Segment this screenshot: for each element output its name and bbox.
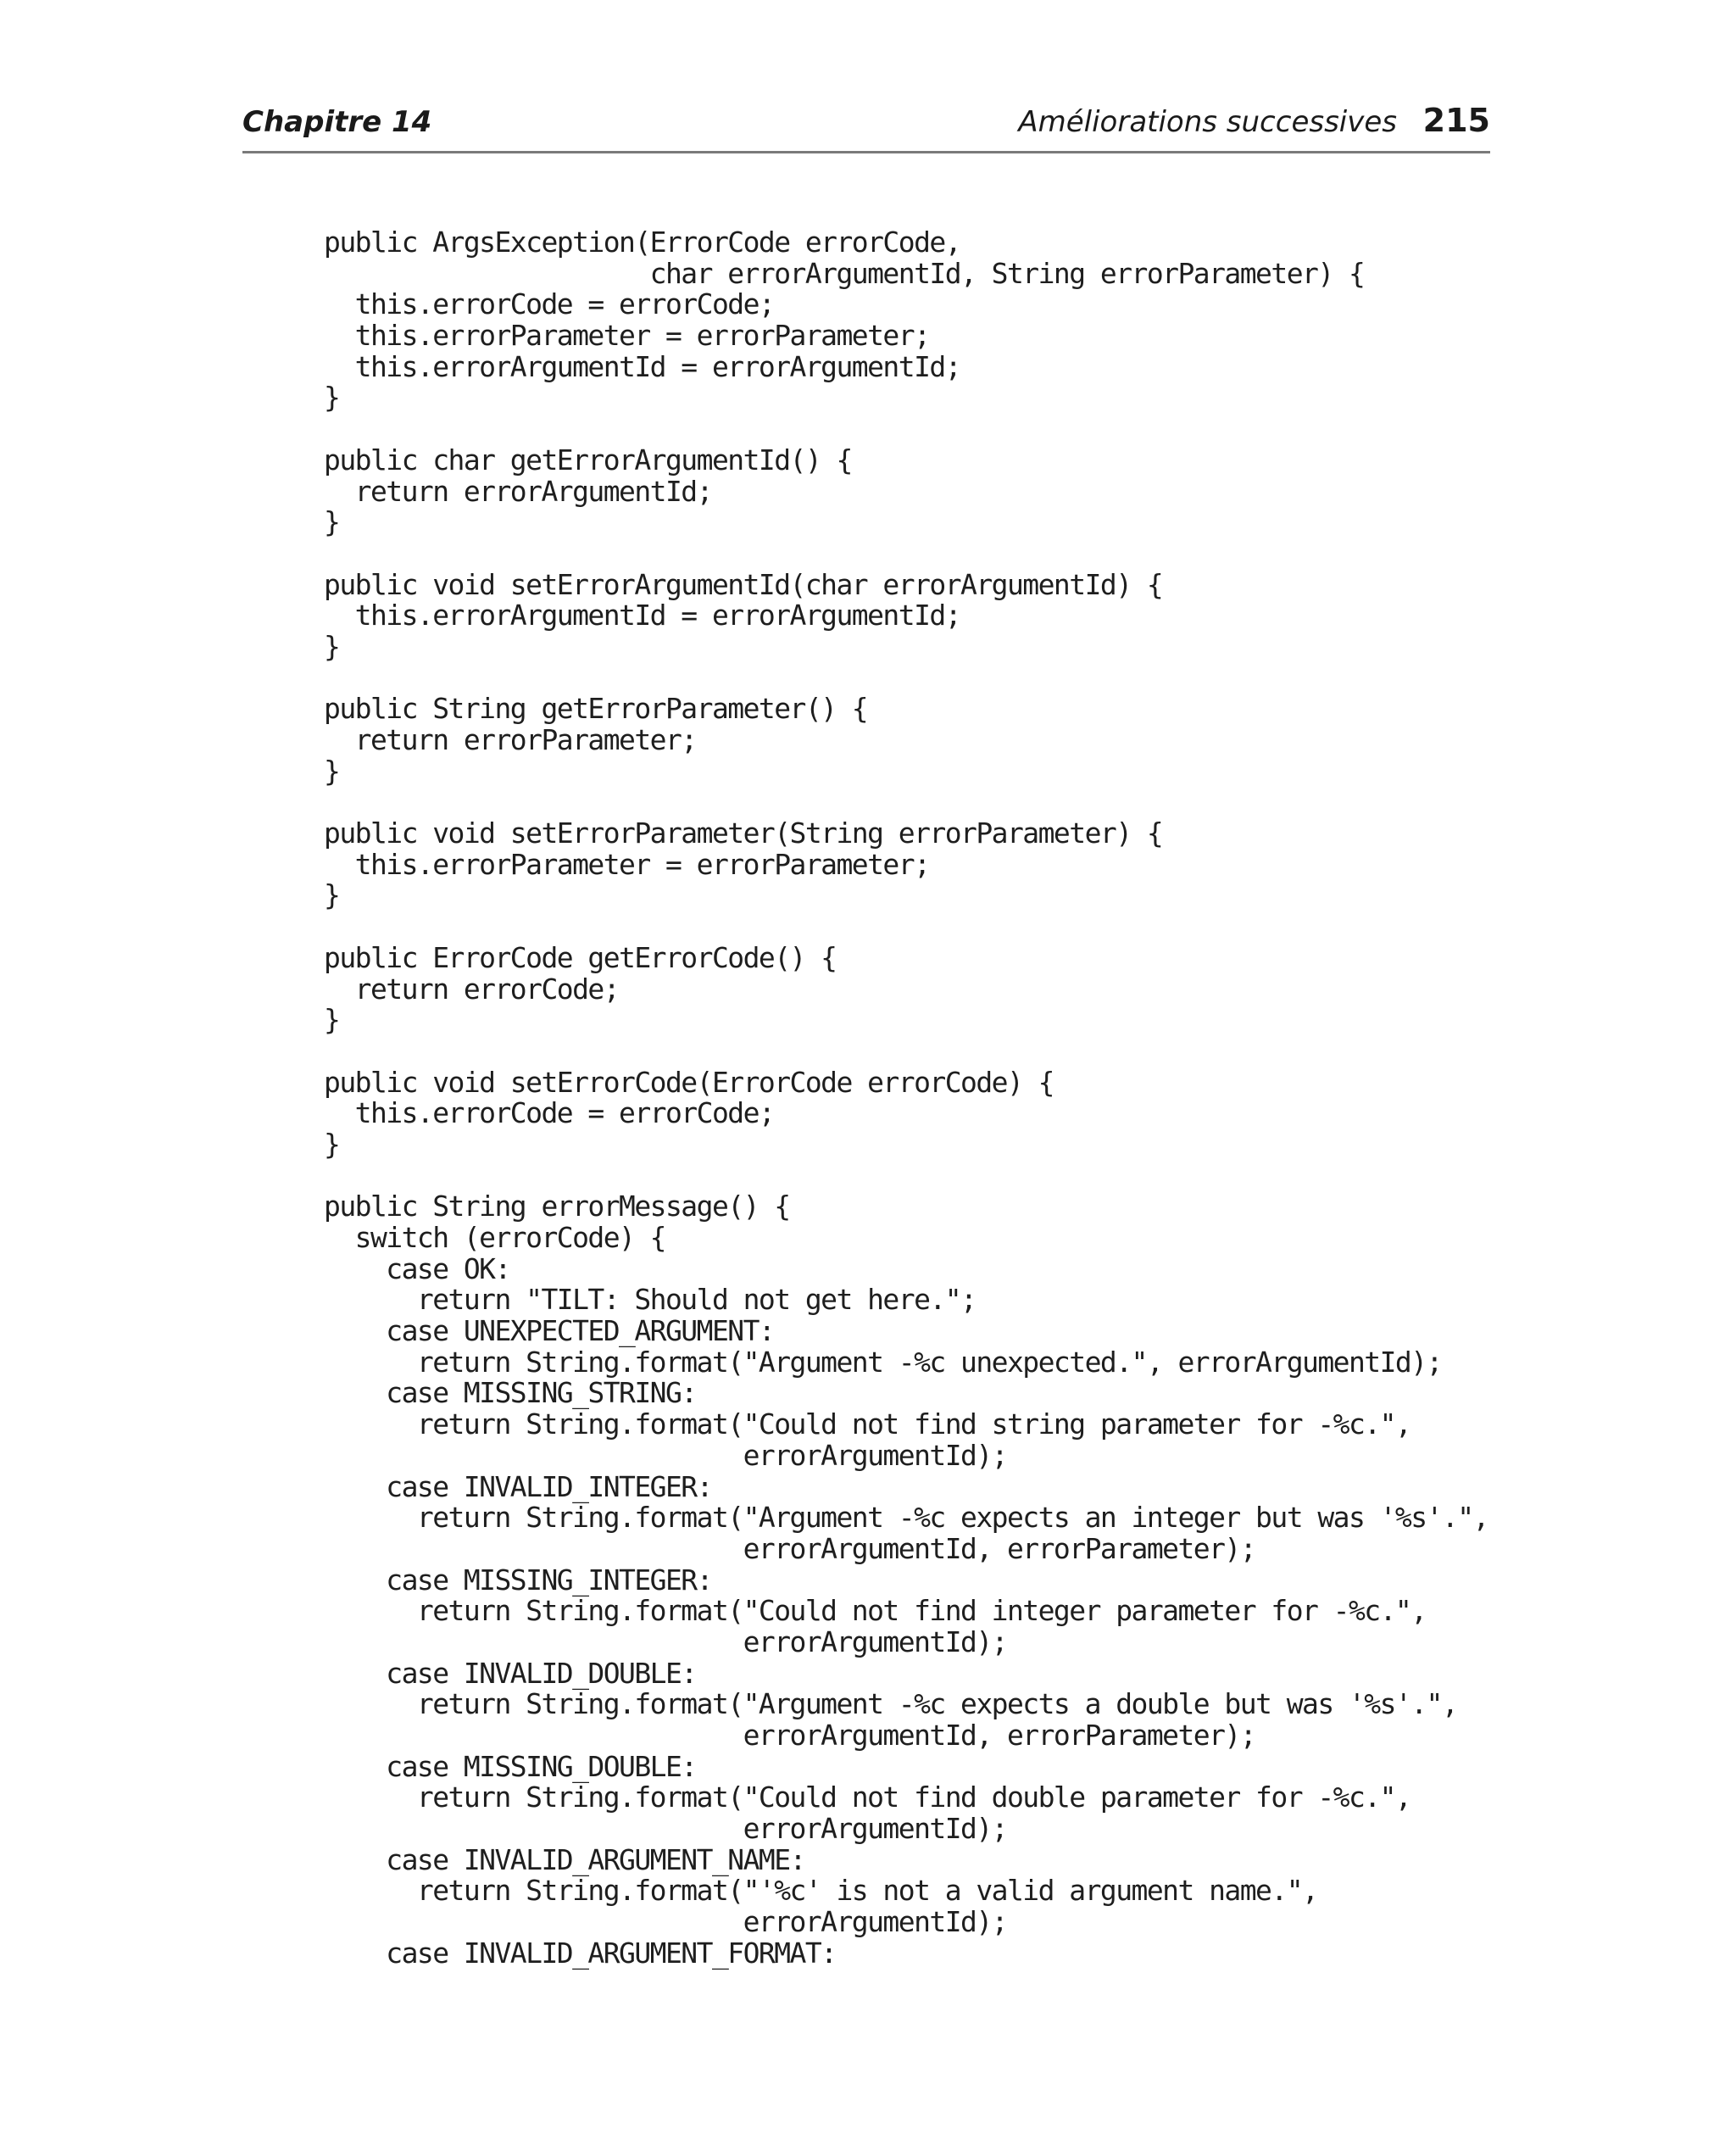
code-line: return errorArgumentId; — [324, 474, 712, 508]
code-listing — [324, 227, 1488, 1970]
page-header — [242, 95, 1490, 146]
code-line: return errorParameter; — [324, 723, 697, 756]
code-line: char errorArgumentId, String errorParameter) { — [324, 256, 1365, 290]
header-divider — [242, 151, 1490, 153]
code-line — [324, 414, 1488, 445]
code-line: case MISSING_INTEGER: — [324, 1563, 712, 1597]
code-line: public ArgsException(ErrorCode errorCode, — [324, 226, 961, 259]
code-line: return String.format("Argument -%c expects a double but was '%s'.", — [324, 1687, 1458, 1721]
code-line: public String errorMessage() { — [324, 1190, 790, 1223]
code-line: errorArgumentId); — [324, 1812, 1007, 1846]
code-line: public void setErrorArgumentId(char errorArgumentId) { — [324, 567, 1163, 601]
code-line: case INVALID_ARGUMENT_NAME: — [324, 1842, 805, 1876]
code-line: this.errorCode = errorCode; — [324, 287, 775, 321]
page-number: 215 — [1422, 102, 1490, 139]
code-line: return String.format("Argument -%c expects an integer but was '%s'.", — [324, 1501, 1488, 1535]
code-line: } — [324, 754, 340, 788]
code-line: this.errorCode = errorCode; — [324, 1096, 775, 1130]
code-line: this.errorParameter = errorParameter; — [324, 847, 930, 881]
code-line: switch (errorCode) { — [324, 1221, 665, 1254]
section-title: Améliorations successives — [1018, 105, 1397, 139]
code-line: public ErrorCode getErrorCode() { — [324, 940, 837, 974]
code-line — [324, 538, 1488, 570]
code-line: errorArgumentId); — [324, 1905, 1007, 1939]
code-line: this.errorArgumentId = errorArgumentId; — [324, 349, 961, 383]
code-line: return String.format("Could not find string parameter for -%c.", — [324, 1407, 1411, 1441]
chapter-label: Chapitre 14 — [242, 105, 432, 139]
code-line: public String getErrorParameter() { — [324, 692, 868, 726]
code-line: case OK: — [324, 1251, 510, 1285]
code-line: } — [324, 878, 340, 912]
code-line — [324, 787, 1488, 818]
code-line: } — [324, 381, 340, 415]
code-line: this.errorParameter = errorParameter; — [324, 319, 930, 353]
code-line: return String.format("Argument -%c unexpected.", errorArgumentId); — [324, 1345, 1442, 1379]
code-line — [324, 911, 1488, 943]
code-line: return String.format("'%c' is not a valid argument name.", — [324, 1874, 1318, 1908]
code-line: case MISSING_STRING: — [324, 1376, 697, 1410]
code-line: } — [324, 1003, 340, 1037]
code-line: public char getErrorArgumentId() { — [324, 443, 852, 476]
code-line — [324, 1036, 1488, 1067]
code-line: } — [324, 505, 340, 539]
code-line — [324, 1161, 1488, 1192]
code-line: case INVALID_INTEGER: — [324, 1469, 712, 1503]
code-line: return "TILT: Should not get here."; — [324, 1283, 976, 1317]
code-line: case MISSING_DOUBLE: — [324, 1749, 697, 1783]
code-line: case UNEXPECTED_ARGUMENT: — [324, 1314, 775, 1348]
code-line: case INVALID_ARGUMENT_FORMAT: — [324, 1936, 837, 1970]
code-line — [324, 663, 1488, 694]
code-line: return String.format("Could not find double parameter for -%c.", — [324, 1781, 1411, 1814]
code-line: errorArgumentId); — [324, 1438, 1007, 1472]
code-line: public void setErrorParameter(String errorParameter) { — [324, 816, 1163, 850]
code-line: errorArgumentId); — [324, 1625, 1007, 1658]
code-line: errorArgumentId, errorParameter); — [324, 1719, 1256, 1752]
code-line: case INVALID_DOUBLE: — [324, 1656, 697, 1690]
code-line: public void setErrorCode(ErrorCode errorCode) { — [324, 1065, 1054, 1099]
code-line: } — [324, 1127, 340, 1161]
code-line: return String.format("Could not find integer parameter for -%c.", — [324, 1594, 1427, 1628]
code-line: this.errorArgumentId = errorArgumentId; — [324, 599, 961, 633]
code-line: errorArgumentId, errorParameter); — [324, 1531, 1256, 1565]
code-line: } — [324, 629, 340, 663]
code-line: return errorCode; — [324, 972, 620, 1006]
